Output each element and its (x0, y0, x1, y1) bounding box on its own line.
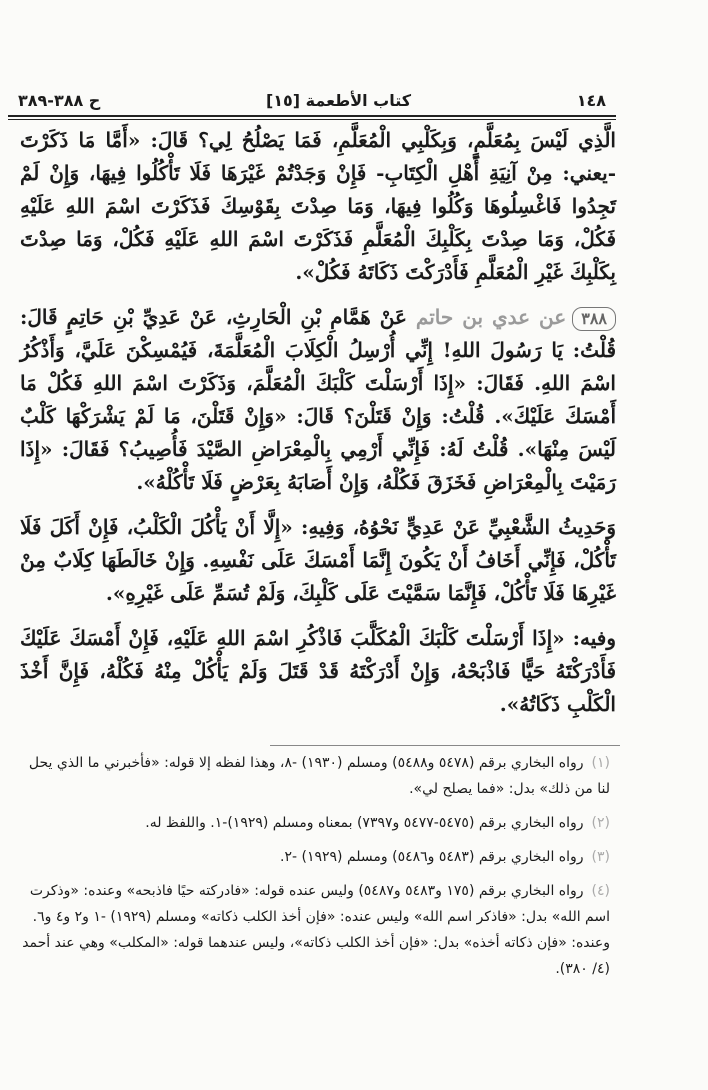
hadith-range: ح ٣٨٨-٣٨٩ (18, 90, 101, 110)
footnote (14, 844, 610, 870)
chapter-title: [١٥] كتاب الأطعمة (265, 90, 412, 110)
footnote-text: رواه البخاري برقم (٥٤٧٨ و٥٤٨٨) ومسلم (١٩٣٠) -٨، وهذا لفظه إلا قوله: «فأخبرني ما الذي يحل لنا من ذلك» بدل: «فما يصلح لي». (28, 755, 610, 797)
footnote-marker: (٤) (591, 883, 610, 899)
footnote-marker: (٣) (591, 849, 610, 865)
footnote-rule (270, 745, 620, 746)
footnote (14, 750, 610, 802)
footnote-marker: (١) (591, 755, 610, 771)
paragraph-2 (20, 301, 616, 499)
hadith-number: ٣٨٨ (572, 307, 616, 331)
footnote (14, 878, 610, 982)
header-rule-thin (8, 119, 616, 120)
paragraph-2-text: عَنْ هَمَّامِ بْنِ الْحَارِثِ، عَنْ عَدِيِّ بْنِ حَاتِمٍ قَالَ: قُلْتُ: يَا رَسُولَ اللهِ! إِنِّي أُرْسِلُ الْكِلَابَ الْمُعَلَّمَةَ، فَيُمْسِكْنَ عَلَيَّ، وَأَذْكُرُ اسْمَ اللهِ. فَقَالَ: «إِذَا أَرْسَلْتَ كَلْبَكَ الْمُعَلَّمَ، وَذَكَرْتَ اسْمَ اللهِ فَكُلْ مَا أَمْسَكَ عَلَيْكَ». قُلْتُ: وَإِنْ قَتَلْنَ؟ قَالَ: «وَإِنْ قَتَلْنَ، مَا لَمْ يَشْرَكْهَا كَلْبٌ لَيْسَ مِنْهَا». قُلْتُ لَهُ: فَإِنِّي أَرْمِي بِالْمِعْرَاضِ الصَّيْدَ فَأُصِيبُ؟ فَقَالَ: «إِذَا رَمَيْتَ بِالْمِعْرَاضِ فَخَزَقَ فَكُلْهُ، وَإِنْ أَصَابَهُ بِعَرْضٍ فَلَا تَأْكُلْهُ». (20, 305, 616, 494)
footnotes (14, 750, 610, 990)
running-header (8, 86, 612, 114)
footnote (14, 810, 610, 836)
header-rule (8, 115, 616, 117)
footnote-text: رواه البخاري برقم (٥٤٨٣ و٥٤٨٦) ومسلم (١٩٢٩) -٢. (280, 849, 584, 865)
footnote-text: رواه البخاري برقم (١٧٥ و٥٤٨٣ و٥٤٨٧) وليس عنده قوله: «فادركته حيًا فاذبحه» وعنده: «وذكرت اسم الله» بدل: «فاذكر اسم الله» وليس عنده: «فإن أخذ الكلب ذكاته» ومسلم (١٩٢٩) -١ و٢ و٤ و٦. وعنده: «فإن ذكاته أخذه» بدل: «فإن أخذ الكلب ذكاته»، وليس عندهما قوله: «المكلب» وهي عند أحمد (٤/ ٣٨٠). (22, 883, 610, 977)
page-number: ١٤٨ (576, 90, 606, 110)
footnote-marker: (٢) (591, 815, 610, 831)
footnote-text: رواه البخاري برقم (٥٤٧٥-٥٤٧٧ و٧٣٩٧) بمعناه ومسلم (١٩٢٩)-١. واللفظ له. (145, 815, 584, 831)
main-text (20, 124, 616, 733)
paragraph-4: وفيه: «إِذَا أَرْسَلْتَ كَلْبَكَ الْمُكَلَّبَ فَاذْكُرِ اسْمَ اللهِ عَلَيْهِ، فَإِنْ أَمْسَكَ عَلَيْكَ فَأَدْرَكْتَهُ حَيًّا فَاذْبَحْهُ، وَإِنْ أَدْرَكْتَهُ قَدْ قَتَلَ وَلَمْ يَأْكُلْ مِنْهُ فَكُلْهُ، فَإِنَّ أَخْذَ الْكَلْبِ ذَكَاتُهُ». (20, 626, 616, 716)
paragraph-3: وَحَدِيثُ الشَّعْبِيِّ عَنْ عَدِيٍّ نَحْوُهُ، وَفِيهِ: «إِلَّا أَنْ يَأْكُلَ الْكَلْبُ، فَإِنْ أَكَلَ فَلَا تَأْكُلْ، فَإِنِّي أَخَافُ أَنْ يَكُونَ إِنَّمَا أَمْسَكَ عَلَى نَفْسِهِ. وَإِنْ خَالَطَهَا كِلَابٌ مِنْ غَيْرِهَا فَلَا تَأْكُلْ، فَإِنَّمَا سَمَّيْتَ عَلَى كَلْبِكَ، وَلَمْ تُسَمِّ عَلَى غَيْرِهِ». (20, 515, 616, 605)
paragraph-1: الَّذِي لَيْسَ بِمُعَلَّمٍ، وَبِكَلْبِي الْمُعَلَّمِ، فَمَا يَصْلُحُ لِي؟ قَالَ: «أَمَّا مَا ذَكَرْتَ -يعني: مِنْ آنِيَةِ أَهْلِ الْكِتَابِ- فَإِنْ وَجَدْتُمْ غَيْرَهَا فَلَا تَأْكُلُوا فِيهَا، وَإِنْ لَمْ تَجِدُوا فَاغْسِلُوهَا وَكُلُوا فِيهَا، وَمَا صِدْتَ بِقَوْسِكَ فَذَكَرْتَ اسْمَ اللهِ عَلَيْهِ فَكُلْ، وَمَا صِدْتَ بِكَلْبِكَ الْمُعَلَّمِ فَذَكَرْتَ اسْمَ اللهِ عَلَيْهِ فَكُلْ، وَمَا صِدْتَ بِكَلْبِكَ غَيْرِ الْمُعَلَّمِ فَأَدْرَكْتَ ذَكَاتَهُ فَكُلْ». (20, 128, 617, 284)
faint-narrator: عن عدي بن حاتم (415, 305, 567, 329)
